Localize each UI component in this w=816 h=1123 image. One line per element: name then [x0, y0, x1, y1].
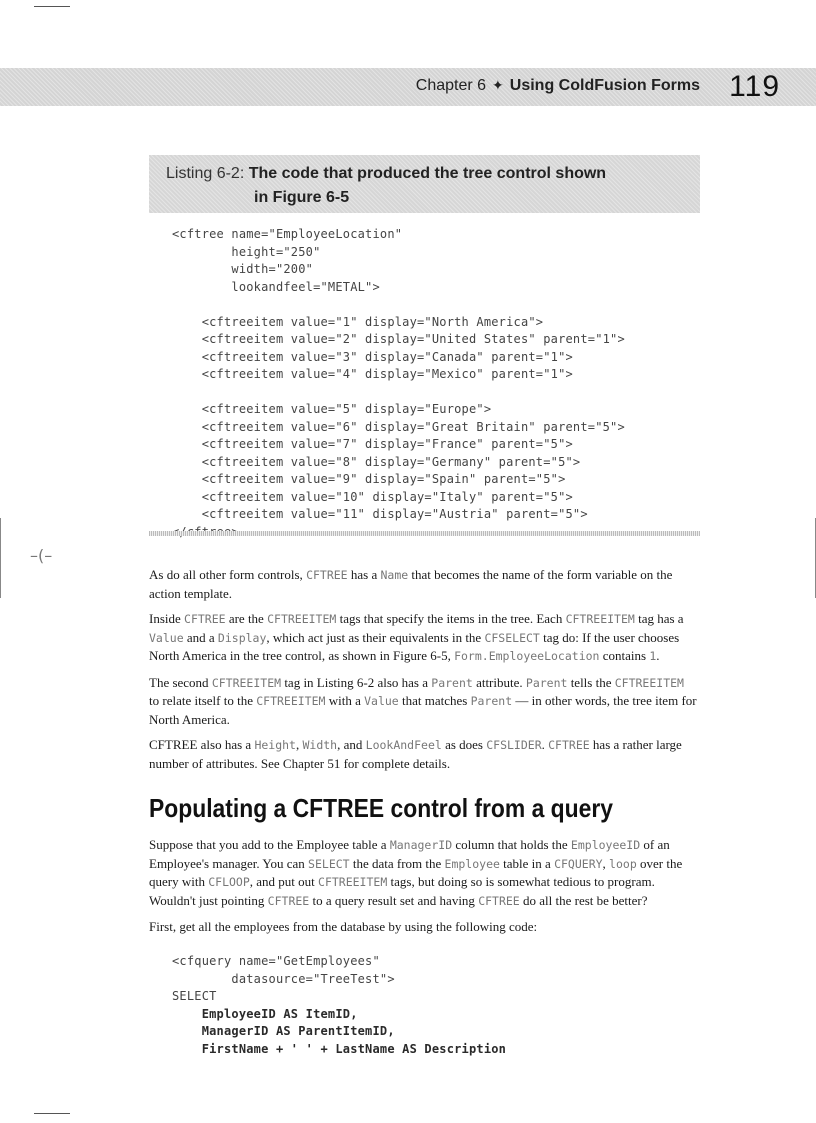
text: has a — [347, 567, 381, 582]
code-line: <cftreeitem value="5" display="Europe"> — [172, 402, 492, 416]
page-number: 119 — [729, 70, 780, 103]
code-line: <cftreeitem value="10" display="Italy" parent="5"> — [172, 489, 573, 504]
code-line: <cftreeitem value="11" display="Austria" parent="5"> — [172, 507, 588, 521]
inline-code: Value — [364, 694, 399, 708]
inline-code: CFTREE — [478, 893, 520, 908]
code-line: <cftreeitem value="7" display="France" parent="5"> — [172, 437, 573, 451]
chapter-number: Chapter 6 — [415, 77, 487, 94]
text: do all the rest be better? — [519, 892, 648, 908]
inline-code: CFTREEITEM — [211, 675, 282, 690]
code-line: <cftreeitem value="6" display="Great Britain" parent="5"> — [172, 419, 625, 434]
crop-mark-bottom — [34, 1113, 70, 1114]
text: attribute. — [472, 674, 526, 690]
paragraph: First, get all the employees from the database by using the following code: — [149, 919, 538, 934]
text: Inside — [149, 611, 185, 626]
code-line: <cftreeitem value="9" display="Spain" parent="5"> — [172, 472, 566, 486]
code-line: <cftreeitem value="2" display="United States" parent="1"> — [172, 332, 625, 346]
text: to a query result set and having — [309, 892, 479, 908]
inline-code: ManagerID — [389, 838, 453, 852]
code-line: <cftreeitem value="8" display="Germany" parent="5"> — [172, 454, 581, 469]
inline-code: Name — [380, 568, 409, 582]
text: tag do: If the user chooses North America in the tree control, as shown in Figure 6-5, — [149, 629, 680, 663]
inline-code: CFLOOP — [208, 875, 250, 889]
query-code-block — [172, 953, 506, 1058]
inline-code: CFTREE — [267, 893, 310, 908]
text: , — [602, 855, 610, 871]
listing-title-line-2: in Figure 6-5 — [254, 189, 350, 206]
text: over the query with — [149, 855, 683, 889]
code-line: lookandfeel="METAL"> — [172, 279, 380, 294]
paragraph — [149, 610, 697, 666]
code-line: EmployeeID AS ItemID, — [172, 1006, 358, 1021]
text: with a — [325, 693, 365, 708]
text: tags, but doing so is somewhat tedious to program. Wouldn't just pointing — [149, 874, 655, 908]
text: to relate itself to the — [149, 693, 257, 708]
listing-number: Listing 6-2: — [166, 165, 245, 182]
inline-code: Parent — [525, 675, 568, 690]
inline-code: Value — [149, 630, 184, 645]
section-body-text — [149, 836, 697, 944]
text: , and — [337, 737, 366, 752]
inline-code: CFSLIDER — [486, 738, 542, 752]
registration-mark-icon: –⁢(– — [30, 546, 53, 565]
code-line — [172, 296, 625, 314]
text: Suppose that you add to the Employee table a — [149, 837, 390, 852]
text: . — [541, 737, 549, 752]
inline-code: Display — [217, 630, 267, 645]
text: tag has a — [634, 611, 684, 626]
code-line: FirstName + ' ' + LastName AS Description — [172, 1041, 507, 1056]
code-line: SELECT — [172, 989, 217, 1003]
text: as does — [441, 737, 487, 752]
inline-code: Parent — [470, 694, 513, 708]
inline-code: Employee — [444, 856, 500, 871]
code-line: datasource="TreeTest"> — [172, 971, 395, 986]
text: tags that specify the items in the tree. Each — [336, 611, 566, 626]
inline-code: EmployeeID — [570, 838, 641, 852]
text: and a — [183, 629, 218, 645]
inline-code: CFQUERY — [554, 856, 603, 871]
text: tag in Listing 6-2 also has a — [281, 674, 432, 690]
text: — in other words, the tree item for North America. — [149, 693, 697, 727]
paragraph — [149, 736, 697, 772]
section-heading: Populating a CFTREE control from a query — [149, 793, 613, 823]
listing-caption — [166, 162, 686, 210]
text: that becomes the name of the form variable on the action template. — [149, 567, 673, 601]
text: , and put out — [249, 874, 319, 889]
crop-mark-top — [34, 6, 70, 7]
text: column that holds the — [452, 837, 571, 852]
text: of an Employee's manager. You can — [149, 837, 670, 871]
code-line: height="250" — [172, 244, 321, 259]
listing-code-block — [172, 226, 625, 541]
chapter-title: Using ColdFusion Forms — [509, 77, 700, 94]
inline-code: CFTREEITEM — [267, 612, 337, 626]
code-line: ManagerID AS ParentItemID, — [172, 1024, 395, 1038]
inline-code: Parent — [431, 675, 473, 690]
code-line: <cfquery name="GetEmployees" — [172, 954, 380, 968]
paragraph — [149, 674, 697, 729]
code-line — [172, 384, 625, 402]
text: the data from the — [349, 855, 445, 871]
text: , which act just as their equivalents in the — [266, 629, 485, 645]
text: are the — [225, 611, 268, 626]
inline-code: 1 — [649, 649, 657, 663]
inline-code: CFTREE — [306, 568, 348, 582]
text: CFTREE also has a — [149, 737, 255, 752]
text: tells the — [567, 674, 615, 690]
code-line: width="200" — [172, 262, 314, 276]
diamond-separator-icon: ✦ — [492, 77, 504, 93]
code-line: <cftree name="EmployeeLocation" — [172, 227, 403, 241]
running-header — [416, 77, 700, 95]
code-line: <cftreeitem value="4" display="Mexico" parent="1"> — [172, 367, 573, 381]
inline-code: CFTREE — [548, 738, 590, 752]
inline-code: SELECT — [308, 856, 350, 871]
text: , — [295, 737, 303, 752]
inline-code: Width — [302, 738, 338, 752]
inline-code: Form.EmployeeLocation — [454, 649, 600, 663]
text: contains — [599, 648, 650, 663]
inline-code: CFSELECT — [484, 630, 540, 645]
text: The second — [149, 674, 212, 690]
inline-code: LookAndFeel — [365, 738, 442, 752]
listing-title-line-1: The code that produced the tree control shown — [248, 165, 607, 182]
inline-code: loop — [609, 856, 637, 871]
code-line: <cftreeitem value="1" display="North America"> — [172, 314, 544, 329]
paragraph — [149, 836, 697, 910]
text: that matches — [398, 693, 471, 708]
inline-code: CFTREEITEM — [256, 694, 326, 708]
body-text — [149, 566, 697, 780]
text: table in a — [499, 855, 555, 871]
inline-code: CFTREEITEM — [565, 612, 635, 626]
listing-bottom-rule — [149, 531, 700, 536]
text: As do all other form controls, — [149, 567, 307, 582]
inline-code: CFTREEITEM — [614, 675, 684, 690]
margin-line-left — [0, 518, 1, 598]
code-line: <cftreeitem value="3" display="Canada" parent="1"> — [172, 349, 573, 364]
paragraph — [149, 566, 697, 602]
text: has a rather large number of attributes. See Chapter 51 for complete details. — [149, 737, 682, 771]
text: . — [656, 648, 660, 663]
inline-code: CFTREE — [184, 612, 226, 626]
inline-code: CFTREEITEM — [318, 875, 388, 889]
inline-code: Height — [254, 738, 296, 752]
